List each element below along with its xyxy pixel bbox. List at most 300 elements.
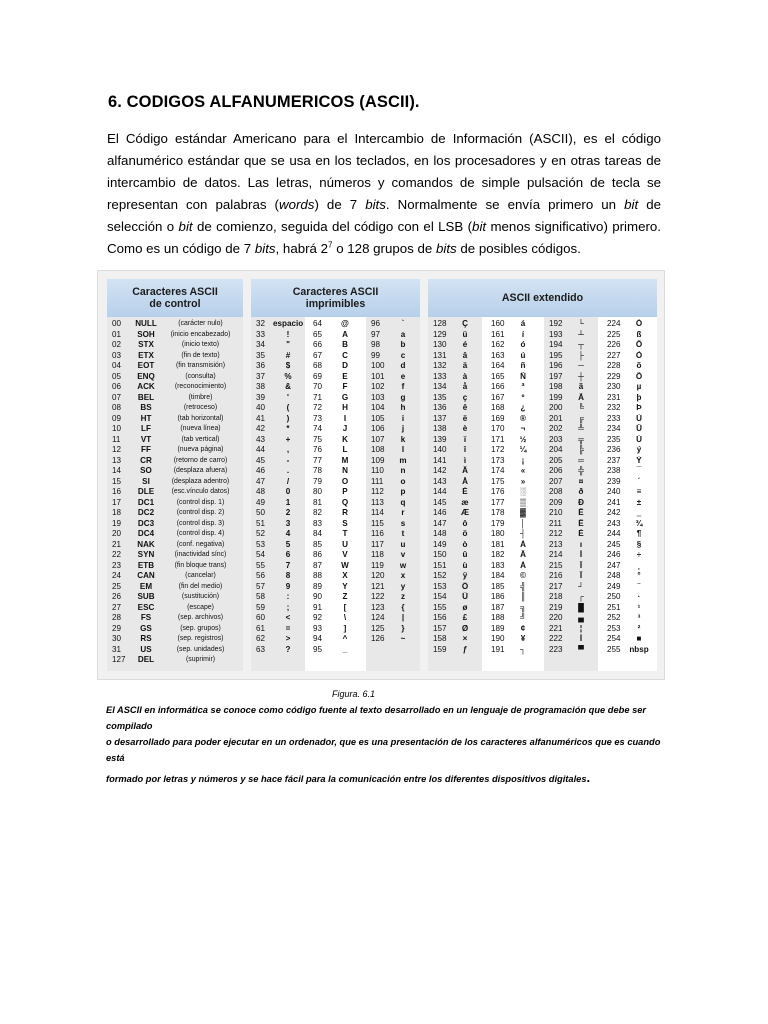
paragraph-text: de comienzo, seguida del código con el LSB ( (192, 219, 473, 235)
printable-column-a (251, 317, 305, 671)
ascii-char: S (342, 518, 348, 528)
ascii-code: 70 (313, 382, 323, 391)
ascii-char: ® (520, 413, 526, 423)
ascii-char: ( (286, 403, 290, 412)
ascii-char: Þ (636, 403, 642, 412)
ascii-char: ê (462, 403, 468, 412)
ascii-description: (retorno de carro) (173, 456, 228, 464)
ascii-code: 48 (256, 487, 266, 496)
extended-chars-panel (428, 279, 657, 671)
ascii-char: GS (140, 623, 152, 633)
ascii-code: 10 (112, 424, 122, 433)
ascii-char: n (400, 466, 406, 475)
ascii-row (486, 550, 540, 561)
ascii-char: ª (521, 382, 525, 391)
ascii-code: 158 (433, 634, 447, 643)
ascii-code: 08 (112, 403, 122, 412)
ascii-char: ! (286, 329, 290, 339)
ascii-row (107, 571, 243, 582)
ascii-char: Z (342, 592, 348, 601)
ascii-code: 26 (112, 592, 122, 601)
paragraph-text: o 128 grupos de (332, 241, 436, 257)
ascii-char: Ã (578, 392, 584, 402)
ascii-row (602, 550, 657, 561)
ascii-char: BS (140, 403, 152, 412)
ascii-code: 240 (607, 487, 621, 496)
ascii-code: 247 (607, 560, 621, 570)
ascii-char: ] (343, 623, 347, 633)
ascii-row (486, 498, 540, 509)
ascii-code: 51 (256, 518, 266, 528)
ascii-row (602, 519, 657, 530)
ascii-code: 150 (433, 550, 447, 559)
ascii-row (428, 435, 482, 446)
ascii-row (602, 634, 657, 645)
extended-rows-d (602, 319, 657, 655)
ascii-char: X (342, 571, 348, 580)
ascii-char: - (286, 455, 290, 465)
ascii-row (251, 330, 305, 341)
ascii-char: EOT (137, 361, 155, 370)
ascii-row (107, 403, 243, 414)
ascii-row (486, 424, 540, 435)
ascii-code: 214 (549, 550, 563, 559)
ascii-row (428, 529, 482, 540)
ascii-code: 195 (549, 350, 563, 360)
ascii-row (602, 613, 657, 624)
ascii-code: 24 (112, 571, 122, 580)
ascii-row (107, 540, 243, 551)
ascii-char: EM (139, 581, 153, 591)
ascii-row (486, 340, 540, 351)
ascii-code: 01 (112, 329, 122, 339)
ascii-char: u (400, 539, 406, 549)
ascii-row (366, 351, 420, 362)
ascii-code: 204 (549, 445, 563, 454)
ascii-code: 115 (371, 518, 384, 528)
ascii-code: 140 (433, 445, 447, 454)
ascii-row (428, 571, 482, 582)
ascii-row (251, 592, 305, 603)
paragraph-text: menos significativo) primero. Como es un código de 7 (107, 219, 661, 257)
ascii-code: 182 (491, 550, 505, 559)
ascii-code: 253 (607, 623, 621, 633)
ascii-code: 169 (491, 413, 505, 423)
ascii-code: 201 (549, 413, 563, 423)
ascii-code: 186 (491, 592, 505, 601)
ascii-row (251, 561, 305, 572)
ascii-row (251, 361, 305, 372)
ascii-char: SOH (137, 329, 155, 339)
printable-column-b (308, 317, 363, 671)
printable-title-line: imprimibles (305, 298, 366, 310)
ascii-row (251, 550, 305, 561)
ascii-char: Ì (579, 634, 583, 643)
ascii-char: ‗ (636, 508, 642, 517)
ascii-char: ä (462, 361, 468, 370)
ascii-row (428, 645, 482, 656)
ascii-code: 232 (607, 403, 621, 412)
ascii-code: 133 (433, 371, 447, 381)
ascii-code: 56 (256, 571, 266, 580)
ascii-description: (fin transmisión) (175, 362, 225, 369)
ascii-char: ┐ (520, 644, 526, 654)
ascii-char: espacio (273, 319, 303, 328)
ascii-char: ³ (637, 613, 641, 622)
ascii-char: ' (287, 392, 289, 402)
ascii-row (366, 624, 420, 635)
ascii-row (486, 592, 540, 603)
ascii-row (486, 435, 540, 446)
ascii-row (428, 550, 482, 561)
ascii-char: RS (140, 634, 152, 643)
ascii-char: Å (462, 476, 468, 486)
ascii-code: 106 (371, 424, 385, 433)
ascii-code: 176 (491, 487, 505, 496)
ascii-char: ^ (342, 634, 348, 643)
ascii-code: 151 (433, 560, 447, 570)
ascii-char: Ð (578, 497, 584, 507)
ascii-code: 91 (313, 602, 323, 612)
paragraph-italic: bit (472, 219, 487, 235)
ascii-char: ¬ (520, 424, 526, 433)
ascii-row (602, 561, 657, 572)
ascii-code: 159 (433, 644, 447, 654)
extended-column-c (544, 317, 598, 671)
ascii-char: ? (285, 644, 291, 654)
ascii-code: 212 (549, 529, 563, 538)
ascii-code: 42 (256, 424, 266, 433)
ascii-char: · (637, 592, 641, 601)
ascii-code: 81 (313, 497, 323, 507)
ascii-char: À (520, 560, 526, 570)
ascii-code: 239 (607, 476, 621, 486)
extended-title: ASCII extendido (501, 292, 584, 304)
ascii-char: Ç (462, 319, 468, 328)
ascii-code: 202 (549, 424, 563, 433)
ascii-char: ACK (137, 382, 155, 391)
ascii-row (544, 592, 598, 603)
ascii-char: ° (637, 571, 641, 580)
ascii-code: 238 (607, 466, 621, 475)
ascii-char: s (400, 518, 406, 528)
ascii-description: (suprimir) (185, 656, 216, 663)
ascii-char: ± (636, 497, 642, 507)
ascii-row (544, 414, 598, 425)
paragraph-italic: bits (436, 241, 457, 257)
ascii-char: nbsp (629, 644, 649, 654)
ascii-char: j (401, 424, 405, 433)
ascii-char: a (400, 329, 406, 339)
ascii-row (366, 508, 420, 519)
ascii-code: 89 (313, 581, 323, 591)
ascii-code: 194 (549, 340, 563, 349)
ascii-code: 38 (256, 382, 266, 391)
ascii-description: (sep. archivos) (177, 614, 224, 621)
ascii-row (308, 351, 363, 362)
ascii-char: û (462, 550, 468, 559)
ascii-char: U (342, 539, 348, 549)
ascii-description: (tab vertical) (181, 435, 220, 443)
ascii-description: (conf. negativa) (176, 540, 225, 548)
ascii-code: 11 (112, 434, 121, 444)
ascii-row (107, 351, 243, 362)
ascii-row (251, 435, 305, 446)
ascii-row (107, 634, 243, 645)
ascii-char: & (285, 382, 291, 391)
ascii-char: } (401, 623, 405, 633)
ascii-row (366, 613, 420, 624)
ascii-description: (sustitución) (181, 593, 220, 600)
ascii-char: / (286, 476, 290, 486)
ascii-row (486, 582, 540, 593)
ascii-row (544, 403, 598, 414)
ascii-row (544, 351, 598, 362)
ascii-code: 62 (256, 634, 266, 643)
paragraph-text: El Código estándar Americano para el Intercambio de Información (ASCII), es el código alfanumérico estándar que se usa en los teclados, en los procesadores y en otras tareas de intercambio de datos. Las letras, números y comandos de simple pulsación de tecla se representan con palabras ( (107, 131, 661, 213)
ascii-code: 16 (112, 487, 122, 496)
ascii-char: ≡ (636, 487, 642, 496)
extended-column-b (486, 317, 540, 671)
ascii-char: Í (579, 550, 583, 559)
extended-chars-body (428, 317, 657, 671)
ascii-char: © (520, 571, 526, 580)
ascii-row (308, 435, 363, 446)
ascii-code: 36 (256, 361, 266, 370)
ascii-code: 199 (549, 392, 563, 402)
ascii-row (602, 624, 657, 635)
ascii-char: å (462, 382, 468, 391)
paragraph-text: de selección o (107, 197, 661, 235)
ascii-row (486, 351, 540, 362)
ascii-code: 141 (433, 455, 447, 465)
ascii-code: 218 (549, 592, 563, 601)
ascii-code: 76 (313, 445, 323, 454)
ascii-row (251, 424, 305, 435)
ascii-code: 27 (112, 602, 122, 612)
ascii-row (486, 603, 540, 614)
body-paragraph (107, 128, 661, 261)
ascii-char: ┴ (578, 329, 584, 339)
ascii-char: ╦ (578, 434, 584, 444)
ascii-row (602, 361, 657, 372)
control-chars-header (107, 279, 243, 317)
ascii-description: (sep. registros) (177, 635, 224, 642)
ascii-code: 174 (491, 466, 505, 475)
ascii-char: + (285, 434, 291, 444)
ascii-row (486, 403, 540, 414)
ascii-code: 18 (112, 508, 122, 517)
ascii-row (428, 634, 482, 645)
ascii-row (107, 582, 243, 593)
ascii-row (602, 466, 657, 477)
ascii-row (602, 645, 657, 656)
ascii-char: ú (520, 350, 526, 360)
ascii-row (308, 372, 363, 383)
ascii-row (107, 550, 243, 561)
ascii-row (544, 393, 598, 404)
ascii-row (107, 529, 243, 540)
ascii-char: DC2 (137, 508, 155, 517)
ascii-char: d (400, 361, 406, 370)
ascii-char: ² (637, 623, 641, 633)
ascii-row (308, 361, 363, 372)
ascii-row (107, 340, 243, 351)
ascii-code: 67 (313, 350, 323, 360)
ascii-row (486, 571, 540, 582)
ascii-char: DLE (137, 487, 155, 496)
ascii-row (366, 487, 420, 498)
ascii-code: 211 (549, 518, 562, 528)
ascii-code: 102 (371, 382, 385, 391)
ascii-char: â (462, 350, 468, 360)
ascii-code: 21 (112, 539, 122, 549)
ascii-char: HT (140, 413, 152, 423)
ascii-row (107, 445, 243, 456)
ascii-row (602, 414, 657, 425)
ascii-code: 09 (112, 413, 122, 423)
ascii-row (308, 340, 363, 351)
ascii-char: D (342, 361, 348, 370)
ascii-char: US (140, 644, 152, 654)
ascii-char: # (285, 350, 291, 360)
ascii-char: ╚ (578, 403, 584, 412)
ascii-code: 245 (607, 539, 621, 549)
ascii-row (428, 445, 482, 456)
ascii-row (602, 456, 657, 467)
ascii-code: 97 (371, 329, 381, 339)
ascii-description: (inactividad sínc) (174, 551, 227, 558)
ascii-char: └ (578, 319, 584, 328)
ascii-row (366, 393, 420, 404)
ascii-char: ÷ (636, 550, 642, 559)
ascii-char: ; (286, 602, 290, 612)
ascii-description: (nueva página) (177, 446, 224, 453)
ascii-char: > (285, 634, 291, 643)
ascii-row (544, 529, 598, 540)
ascii-code: 84 (313, 529, 323, 538)
ascii-row (308, 382, 363, 393)
ascii-row (486, 519, 540, 530)
ascii-char: NAK (137, 539, 155, 549)
ascii-row (107, 498, 243, 509)
ascii-row (107, 592, 243, 603)
ascii-code: 57 (256, 581, 266, 591)
ascii-row (602, 508, 657, 519)
ascii-code: 234 (607, 424, 621, 433)
ascii-char: 2 (285, 508, 291, 517)
ascii-code: 184 (491, 571, 505, 580)
ascii-row (251, 508, 305, 519)
ascii-row (544, 613, 598, 624)
section-heading: 6. CODIGOS ALFANUMERICOS (ASCII). (108, 93, 420, 111)
ascii-char: É (462, 487, 468, 496)
ascii-row (366, 414, 420, 425)
ascii-row (107, 424, 243, 435)
ascii-code: 68 (313, 361, 323, 370)
ascii-code: 49 (256, 497, 266, 507)
ascii-code: 179 (491, 518, 505, 528)
ascii-char: ¯ (636, 466, 642, 475)
ascii-char: Ø (461, 623, 469, 633)
ascii-row (544, 519, 598, 530)
ascii-row (251, 540, 305, 551)
ascii-char: B (342, 340, 348, 349)
ascii-char: È (578, 529, 584, 538)
ascii-row (251, 624, 305, 635)
ascii-code: 148 (433, 529, 447, 538)
ascii-row (602, 393, 657, 404)
ascii-code: 32 (256, 319, 266, 328)
ascii-char: ì (463, 455, 467, 465)
ascii-code: 244 (607, 529, 621, 538)
ascii-code: 203 (549, 434, 563, 444)
ascii-char: SI (142, 476, 150, 486)
ascii-description: (inicio texto) (181, 341, 220, 348)
ascii-char: NULL (135, 319, 157, 328)
ascii-char: ý (636, 445, 642, 454)
ascii-code: 196 (549, 361, 563, 370)
caption-line: El ASCII en informática se conoce como código fuente al texto desarrollado en un lenguaje de programación que debe ser compilado (106, 705, 647, 731)
ascii-code: 39 (256, 392, 266, 402)
control-title-line: Caracteres ASCII (132, 286, 218, 298)
ascii-row (308, 456, 363, 467)
ascii-code: 223 (549, 644, 563, 654)
ascii-code: 60 (256, 613, 266, 622)
ascii-row (308, 624, 363, 635)
ascii-code: 164 (491, 361, 505, 370)
ascii-row (428, 624, 482, 635)
ascii-row (107, 624, 243, 635)
ascii-row (544, 466, 598, 477)
ascii-row (366, 403, 420, 414)
printable-rows-a (251, 319, 305, 655)
ascii-code: 78 (313, 466, 323, 475)
ascii-row (308, 445, 363, 456)
ascii-code: 205 (549, 455, 563, 465)
ascii-row (486, 487, 540, 498)
ascii-char: t (401, 529, 405, 538)
ascii-char: " (286, 340, 290, 349)
ascii-char: I (343, 413, 347, 423)
ascii-code: 111 (371, 476, 384, 486)
ascii-char: ╝ (520, 613, 526, 622)
extended-rows-c (544, 319, 598, 655)
ascii-row (308, 477, 363, 488)
ascii-row (486, 361, 540, 372)
ascii-code: 155 (433, 602, 447, 612)
ascii-row (251, 519, 305, 530)
ascii-row (428, 466, 482, 477)
ascii-code: 88 (313, 571, 323, 580)
ascii-row (486, 445, 540, 456)
ascii-char: \ (343, 613, 347, 622)
ascii-code: 225 (607, 329, 621, 339)
ascii-row (366, 603, 420, 614)
ascii-char: 8 (285, 571, 291, 580)
ascii-code: 87 (313, 560, 323, 570)
caption-line: formado por letras y números y se hace fácil para la comunicación entre los diferentes dispositivos digitales (106, 774, 587, 784)
ascii-char: ¹ (637, 602, 641, 612)
ascii-code: 160 (491, 319, 505, 328)
ascii-code: 137 (433, 413, 447, 423)
ascii-code: 20 (112, 529, 122, 538)
ascii-char: Ú (636, 413, 642, 423)
ascii-code: 117 (371, 539, 384, 549)
ascii-code: 226 (607, 340, 621, 349)
ascii-row (602, 529, 657, 540)
caption-line: o desarrollado para poder ejecutar en un ordenador, que es una presentación de los caracteres alfanuméricos que es cuando está (106, 737, 661, 763)
